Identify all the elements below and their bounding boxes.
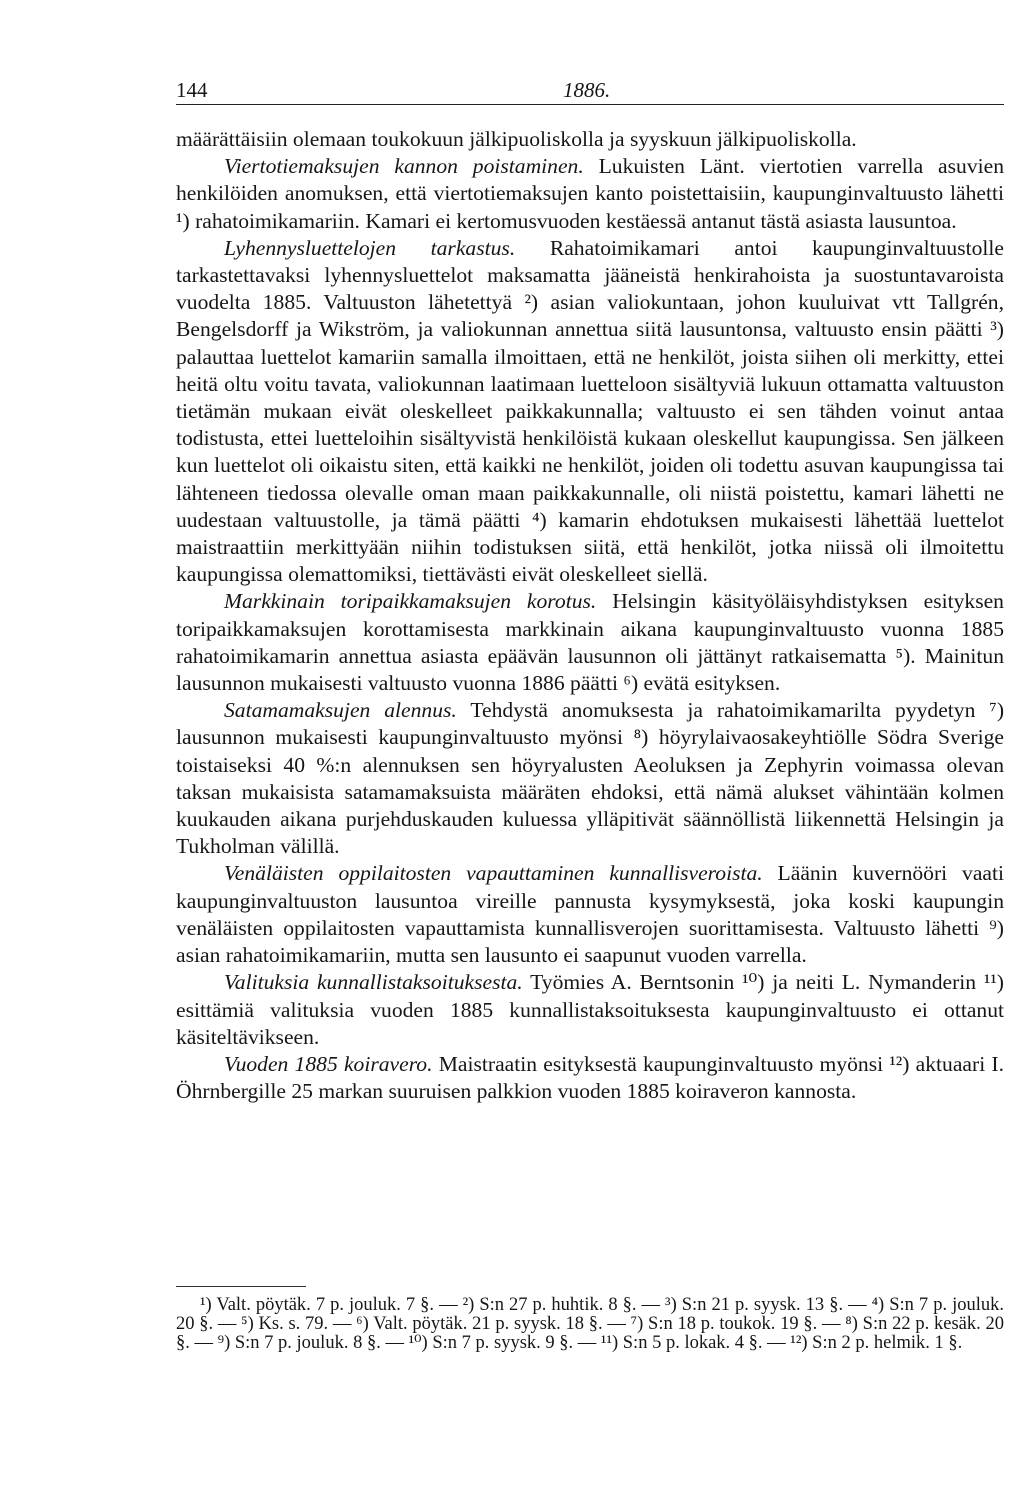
section-text: Läänin kuvernööri vaati kaupunginvaltuuston lausuntoa vireille pannusta kysymyksestä, joka koski kaupungin venäläisten oppilaitosten vapauttamista kunnallisverojen suorittamisesta. Valtuusto lähetti ⁹) asian rahatoimikamariin, mutta sen lausunto ei saapunut vuoden varrella. (176, 861, 1004, 968)
section-text: Tehdystä anomuksesta ja rahatoimikamarilta pyydetyn ⁷) lausunnon mukaisesti kaupunginvaltuusto myönsi ⁸) höyrylaivaosakeyhtiölle Södra Sverige toistaiseksi 40 %:n alennuksen sen höyryalusten Aeoluksen ja Zephyrin voimassa olevan taksan mukaisista satamamaksuista määräten ehdoksi, että nämä alukset vähintään kolmen kuukauden aikana purjehduskauden kuluessa ylläpitivät säännöllistä liikennettä Helsingin ja Tukholman välillä. (176, 698, 1005, 859)
section-text: Lukuisten Länt. viertotien varrella asuvien henkilöiden anomuksen, että viertotiemaksujen kanto poistettaisiin, kaupunginvaltuusto lähetti ¹) rahatoimikamariin. Kamari ei kertomusvuoden kestäessä antanut tästä asiasta lausuntoa. (176, 154, 1004, 233)
section-satamamaksut (176, 697, 1004, 860)
section-text: Helsingin käsityöläisyhdistyksen esityksen toripaikkamaksujen korottamisesta markkinain aikana kaupunginvaltuusto vuonna 1885 rahatoimikamarin annettua asiasta epäävän lausunnon oli jättänyt ratkaisematta ⁵). Mainitun lausunnon mukaisesti valtuusto vuonna 1886 päätti ⁶) evätä esityksen. (176, 589, 1004, 696)
section-valituksia (176, 969, 1004, 1051)
section-heading: Markkinain toripaikkamaksujen korotus. (224, 589, 597, 614)
section-text: Maistraatin esityksestä kaupunginvaltuusto myönsi ¹²) aktuaari I. Öhrnbergille 25 markan suuruisen palkkion vuoden 1885 koiraveron kannosta. (176, 1051, 1004, 1104)
page-header (176, 78, 1004, 105)
intro-paragraph: määrättäisiin olemaan toukokuun jälkipuoliskolla ja syyskuun jälkipuoliskolla. (176, 127, 857, 151)
section-viertotiemaksut (176, 153, 1004, 235)
section-heading: Satamamaksujen alennus. (224, 698, 457, 723)
section-venalaiset-oppilaitokset (176, 860, 1004, 969)
section-lyhennysluettelot (176, 235, 1004, 589)
footnotes (176, 1296, 1004, 1354)
section-heading: Viertotiemaksujen kannon poistaminen. (224, 154, 584, 179)
section-koiravero (176, 1051, 1004, 1105)
running-head-year: 1886. (563, 78, 611, 102)
footnote-divider (176, 1286, 306, 1287)
section-text: Työmies A. Berntsonin ¹⁰) ja neiti L. Nymanderin ¹¹) esittämiä valituksia vuoden 1885 kunnallistaksoituksesta kaupunginvaltuusto ei ottanut käsiteltävikseen. (176, 970, 1004, 1049)
section-text: Rahatoimikamari antoi kaupunginvaltuustolle tarkastettavaksi lyhennysluettelot maksamatta jääneistä henkirahoista ja suostuntavaroista vuodelta 1885. Valtuuston lähetettyä ²) asian valiokuntaan, johon kuuluivat vtt Tallgrén, Bengelsdorff ja Wikström, ja valiokunnan annettua siitä lausuntonsa, valtuusto ensin päätti ³) palauttaa luettelot kamariin samalla ilmoittaen, että ne henkilöt, joista siihen oli merkitty, ettei heitä oltu voitu tavata, valiokunnan laatimaan luetteloon sisältyviä lukuun ottamatta valtuuston tietämän mukaan eivät oleskelleet paikkakunnalla; valtuusto ei sen tähden voinut antaa todistusta, ettei luetteloihin sisältyvistä henkilöistä kukaan oleskellut kaupungissa. Sen jälkeen kun luettelot oli oikaistu siten, että kaikki ne henkilöt, joiden oli todettu asuvan kaupungissa tai lähteneen tiedossa olevalle oman maan paikkakunnalle, oli niistä poistettu, kamari lähetti ne uudestaan valtuustolle, ja tämä päätti ⁴) kamarin ehdotuksen mukaisesti lähettää luettelot maistraattiin merkittyään niihin todistuksen siitä, että henkilöt, jotka niissä oli ilmoitettu kaupungissa olemattomiksi, tiettävästi eivät oleskelleet siellä. (176, 235, 1004, 587)
body-text (176, 126, 1004, 1105)
section-heading: Lyhennysluettelojen tarkastus. (224, 235, 516, 260)
section-heading: Venäläisten oppilaitosten vapauttaminen kunnallisveroista. (224, 861, 763, 886)
footnote-text: ¹) Valt. pöytäk. 7 p. jouluk. 7 §. — ²) S:n 27 p. huhtik. 8 §. — ³) S:n 21 p. syysk. 13 §. — ⁴) S:n 7 p. jouluk. 20 §. — ⁵) Ks. s. 79. — ⁶) Valt. pöytäk. 21 p. syysk. 18 §. — ⁷) S:n 18 p. toukok. 19 §. — ⁸) S:n 22 p. kesäk. 20 §. — ⁹) S:n 7 p. jouluk. 8 §. — ¹⁰) S:n 7 p. syysk. 9 §. — ¹¹) S:n 5 p. lokak. 4 §. — ¹²) S:n 2 p. helmik. 1 §. (176, 1295, 1004, 1354)
section-heading: Valituksia kunnallistaksoituksesta. (224, 970, 523, 995)
page-number: 144 (176, 78, 208, 102)
section-heading: Vuoden 1885 koiravero. (224, 1051, 433, 1076)
section-toripaikkamaksut (176, 588, 1004, 697)
